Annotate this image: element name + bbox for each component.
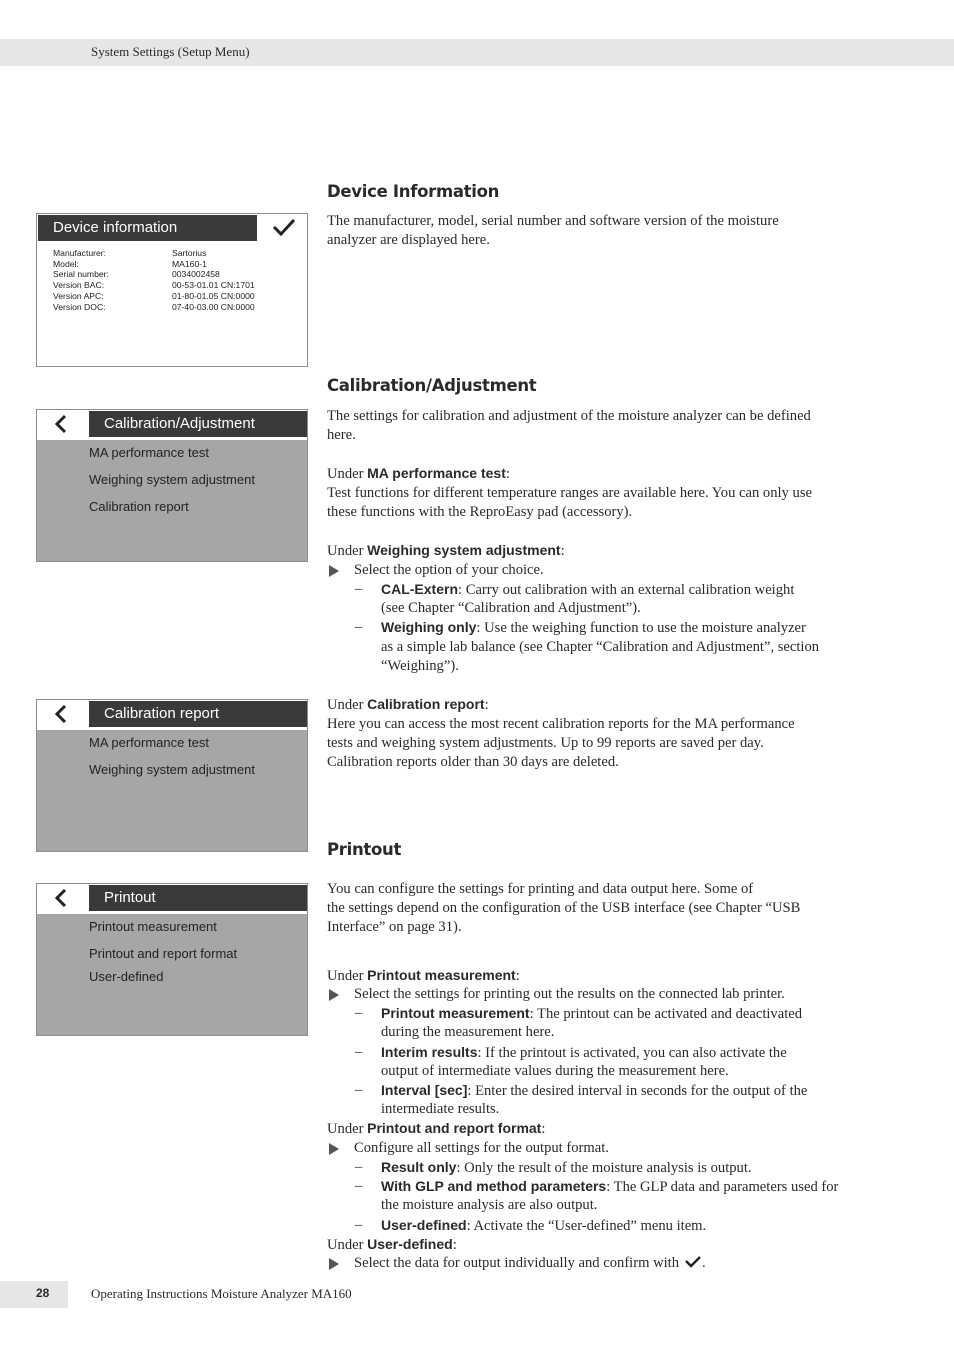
menu-list: [37, 914, 307, 1035]
bullet-text-line: output of intermediate values during the measurement here.: [381, 1063, 729, 1079]
check-icon[interactable]: [271, 217, 297, 237]
value-model: MA160-1: [172, 258, 207, 269]
dash: –: [355, 1217, 363, 1233]
cr-text-line: tests and weighing system adjustments. Up to 99 reports are saved per day.: [327, 735, 764, 751]
bold-term: User-defined: [367, 1236, 453, 1252]
ma-text-line: these functions with the ReproEasy pad (accessory).: [327, 504, 633, 520]
step-arrow-icon: [329, 989, 339, 1001]
calib-intro-line: here.: [327, 427, 356, 443]
dash: –: [355, 1159, 363, 1175]
bullet-text-line: the moisture analysis are also output.: [381, 1197, 598, 1213]
bullet-weighing-only: [381, 619, 806, 637]
device-text-line: analyzer are displayed here.: [327, 232, 490, 248]
menu-item-printout-report-format[interactable]: Printout and report format: [89, 946, 238, 961]
bold-term: With GLP and method parameters: [381, 1178, 607, 1194]
label-manufacturer: Manufacturer:: [53, 248, 107, 258]
bullet-cal-extern: [381, 581, 794, 599]
back-arrow-icon[interactable]: [37, 700, 89, 728]
menu-item-user-defined[interactable]: User-defined: [89, 969, 164, 984]
under-printout-report-format: [327, 1120, 545, 1138]
step-text-user-defined: [354, 1255, 706, 1272]
back-arrow-icon[interactable]: [37, 410, 89, 438]
running-header-text: System Settings (Setup Menu): [91, 44, 250, 59]
label-version-bac: Version BAC:: [53, 280, 105, 291]
bold-term: CAL-Extern: [381, 581, 459, 597]
bullet-printout-measurement: [381, 1005, 802, 1023]
bullet-user-defined: [381, 1217, 706, 1235]
value-version-apc: 01-80-01.05 CN:0000: [172, 290, 255, 301]
period: .: [702, 1255, 706, 1271]
bullet-text: : If the printout is activated, you can also activate the: [477, 1045, 787, 1061]
screen-title-bar: [89, 885, 307, 911]
step-text: Configure all settings for the output format.: [354, 1140, 609, 1156]
colon: :: [560, 543, 565, 559]
calib-intro-line: The settings for calibration and adjustment of the moisture analyzer can be defined: [327, 408, 811, 424]
heading-printout: Printout: [327, 840, 402, 859]
page-number: 28: [36, 1286, 50, 1300]
menu-item-printout-measurement[interactable]: Printout measurement: [89, 919, 217, 934]
screen-title: Calibration report: [104, 705, 220, 722]
value-version-doc: 07-40-03.00 CN:0000: [172, 301, 255, 312]
bullet-text-line: “Weighing”).: [381, 658, 459, 674]
under-printout-measurement: [327, 967, 520, 985]
ma-text-line: Test functions for different temperature ranges are available here. You can only use: [327, 485, 812, 501]
colon: :: [515, 968, 520, 984]
printout-intro-line: Interface” on page 31).: [327, 919, 462, 935]
bold-term: Calibration report: [367, 696, 485, 712]
under-text: Under: [327, 1237, 368, 1253]
running-header: [0, 39, 954, 66]
bold-term: Weighing only: [381, 619, 477, 635]
under-text: Under: [327, 543, 368, 559]
bullet-text: : Only the result of the moisture analysis is output.: [456, 1160, 752, 1176]
menu-item-ma-performance-test[interactable]: MA performance test: [89, 735, 209, 750]
printout-intro-line: You can configure the settings for printing and data output here. Some of: [327, 881, 754, 897]
colon: :: [505, 466, 510, 482]
step-text: Select the data for output individually and confirm with: [354, 1255, 680, 1271]
under-user-defined: [327, 1236, 457, 1254]
value-serial: 0034002458: [172, 269, 220, 280]
under-text: Under: [327, 968, 368, 984]
device-text-line: The manufacturer, model, serial number and software version of the moisture: [327, 213, 779, 229]
bold-term: Interim results: [381, 1044, 478, 1060]
bold-term: Interval [sec]: [381, 1082, 468, 1098]
bullet-interim-results: [381, 1044, 787, 1062]
dash: –: [355, 1044, 363, 1060]
colon: :: [541, 1121, 546, 1137]
step-arrow-icon: [329, 1258, 339, 1270]
cr-text-line: Calibration reports older than 30 days are deleted.: [327, 754, 619, 770]
under-text: Under: [327, 697, 368, 713]
value-manufacturer: Sartorius: [172, 248, 207, 258]
calibration-adjustment-screen: [36, 409, 308, 562]
menu-list: [37, 730, 307, 851]
bold-term: Printout measurement: [367, 967, 516, 983]
under-ma-performance-test: [327, 465, 510, 483]
bullet-result-only: [381, 1159, 752, 1177]
value-version-bac: 00-53-01.01 CN:1701: [172, 280, 255, 291]
bullet-text-line: (see Chapter “Calibration and Adjustment”).: [381, 600, 641, 616]
calibration-report-screen: [36, 699, 308, 852]
label-version-apc: Version APC:: [53, 290, 104, 301]
printout-intro-line: the settings depend on the configuration of the USB interface (see Chapter “USB: [327, 900, 801, 916]
device-labels: [53, 248, 109, 312]
dash: –: [355, 619, 363, 635]
cr-text-line: Here you can access the most recent calibration reports for the MA performance: [327, 716, 795, 732]
heading-device-information: Device Information: [327, 182, 500, 201]
screen-title-bar: [89, 411, 307, 437]
bullet-text: : Enter the desired interval in seconds for the output of the: [467, 1083, 808, 1099]
menu-item-weighing-system-adjustment[interactable]: Weighing system adjustment: [89, 762, 255, 777]
under-text: Under: [327, 1121, 368, 1137]
screen-title-bar: [38, 215, 257, 241]
menu-item-ma-performance-test[interactable]: MA performance test: [89, 445, 209, 460]
bullet-text-line: as a simple lab balance (see Chapter “Calibration and Adjustment”, section: [381, 639, 820, 655]
bold-term: Printout measurement: [381, 1005, 530, 1021]
screen-title: Calibration/Adjustment: [104, 415, 255, 432]
under-calibration-report: [327, 696, 489, 714]
bold-term: Weighing system adjustment: [367, 542, 561, 558]
menu-item-calibration-report[interactable]: Calibration report: [89, 499, 189, 514]
bullet-interval: [381, 1082, 807, 1100]
dash: –: [355, 1082, 363, 1098]
screen-title-bar: [89, 701, 307, 727]
bullet-text: : Carry out calibration with an external calibration weight: [458, 582, 795, 598]
page-number-box: [0, 1281, 68, 1308]
device-values: [172, 248, 255, 312]
menu-item-weighing-system-adjustment[interactable]: Weighing system adjustment: [89, 472, 255, 487]
bullet-text-line: during the measurement here.: [381, 1024, 555, 1040]
dash: –: [355, 1178, 363, 1194]
screen-title: Device information: [53, 219, 178, 236]
menu-list: [37, 440, 307, 561]
label-version-doc: Version DOC:: [53, 301, 106, 312]
step-arrow-icon: [329, 1143, 339, 1155]
under-text: Under: [327, 466, 368, 482]
bullet-text: : Activate the “User-defined” menu item.: [466, 1218, 707, 1234]
printout-screen: [36, 883, 308, 1036]
under-weighing-system-adjustment: [327, 542, 565, 560]
label-model: Model:: [53, 258, 79, 269]
bullet-text: : Use the weighing function to use the moisture analyzer: [476, 620, 806, 636]
dash: –: [355, 1005, 363, 1021]
step-arrow-icon: [329, 565, 339, 577]
bold-term: Printout and report format: [367, 1120, 542, 1136]
colon: :: [484, 697, 489, 713]
screen-title: Printout: [104, 889, 156, 906]
bullet-glp: [381, 1178, 838, 1196]
back-arrow-icon[interactable]: [37, 884, 89, 912]
check-icon: [684, 1255, 702, 1268]
dash: –: [355, 581, 363, 597]
step-text: Select the settings for printing out the results on the connected lab printer.: [354, 986, 785, 1002]
step-text: Select the option of your choice.: [354, 562, 544, 578]
bullet-text-line: intermediate results.: [381, 1101, 500, 1117]
footer-title: Operating Instructions Moisture Analyzer MA160: [91, 1286, 352, 1301]
bullet-text: : The GLP data and parameters used for: [606, 1179, 839, 1195]
device-information-screen: [36, 213, 308, 367]
bold-term: User-defined: [381, 1217, 467, 1233]
bullet-text: : The printout can be activated and deactivated: [529, 1006, 803, 1022]
bold-term: Result only: [381, 1159, 457, 1175]
colon: :: [452, 1237, 457, 1253]
heading-calibration-adjustment: Calibration/Adjustment: [327, 376, 537, 395]
label-serial: Serial number:: [53, 269, 109, 280]
bold-term: MA performance test: [367, 465, 506, 481]
